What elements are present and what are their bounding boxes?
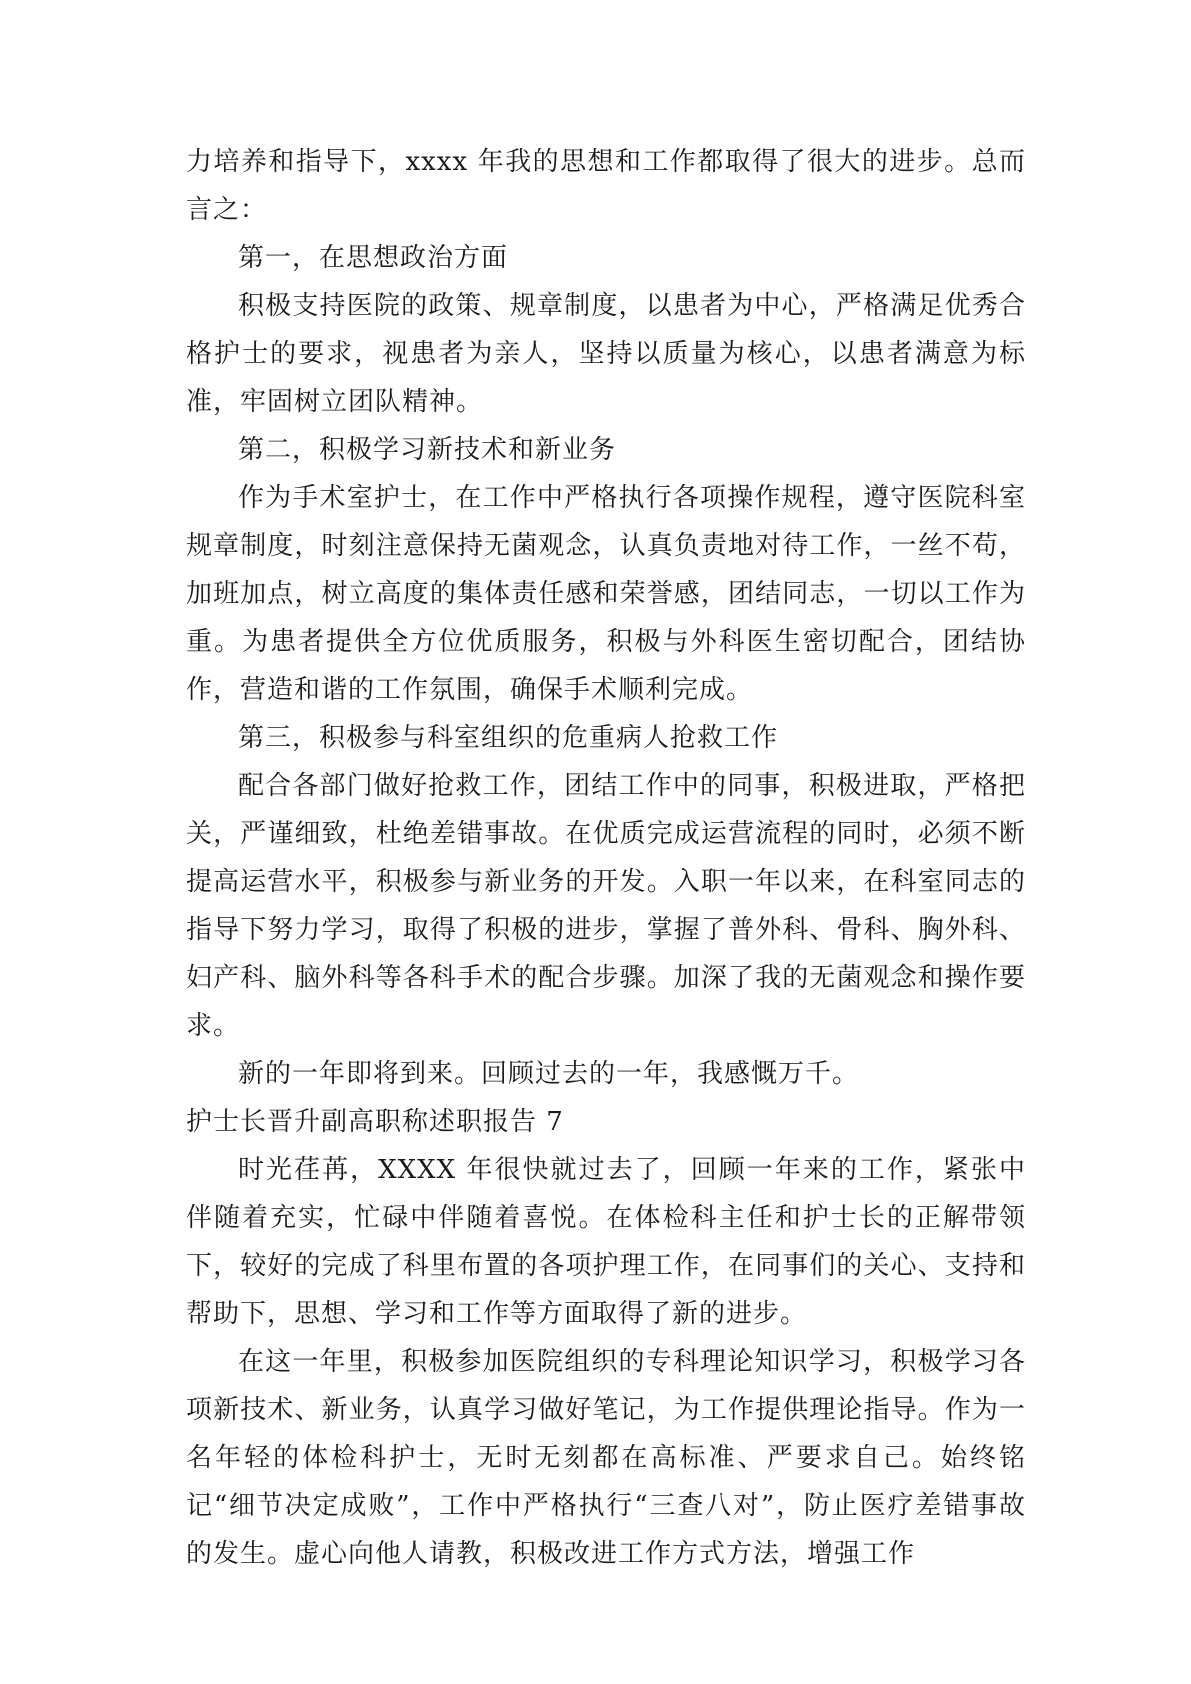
section-heading-learning: 第二，积极学习新技术和新业务 — [238, 435, 617, 465]
paragraph-report-intro: 时光荏苒，XXXX 年很快就过去了，回顾一年来的工作，紧张中伴随着充实，忙碌中伴随着喜悦。在体检科主任和护士长的正解带领下，较好的完成了科里布置的各项护理工作，在同事们的关心、支持和帮助下，思想、学习和工作等方面取得了新的进步。 — [186, 1155, 1026, 1329]
section-heading-rescue: 第三，积极参与科室组织的危重病人抢救工作 — [238, 723, 779, 753]
paragraph-rescue: 配合各部门做好抢救工作，团结工作中的同事，积极进取，严格把关，严谨细致，杜绝差错事故。在优质完成运营流程的同时，必须不断提高运营水平，积极参与新业务的开发。入职一年以来，在科室同志的指导下努力学习，取得了积极的进步，掌握了普外科、骨科、胸外科、妇产科、脑外科等各科手术的配合步骤。加深了我的无菌观念和操作要求。 — [186, 771, 1026, 1041]
paragraph-learning: 作为手术室护士，在工作中严格执行各项操作规程，遵守医院科室规章制度，时刻注意保持无菌观念，认真负责地对待工作，一丝不苟，加班加点，树立高度的集体责任感和荣誉感，团结同志，一切以工作为重。为患者提供全方位优质服务，积极与外科医生密切配合，团结协作，营造和谐的工作氛围，确保手术顺利完成。 — [186, 483, 1026, 705]
paragraph-report-study: 在这一年里，积极参加医院组织的专科理论知识学习，积极学习各项新技术、新业务，认真学习做好笔记，为工作提供理论指导。作为一名年轻的体检科护士，无时无刻都在高标准、严要求自己。始终铭记“细节决定成败”，工作中严格执行“三查八对”，防止医疗差错事故的发生。虚心向他人请教，积极改进工作方式方法，增强工作 — [186, 1347, 1026, 1569]
section-heading-political: 第一，在思想政治方面 — [238, 243, 509, 273]
report-title: 护士长晋升副高职称述职报告 7 — [186, 1107, 564, 1137]
document-body — [186, 138, 1026, 1578]
paragraph-closing: 新的一年即将到来。回顾过去的一年，我感慨万千。 — [238, 1059, 860, 1089]
paragraph-intro: 力培养和指导下，xxxx 年我的思想和工作都取得了很大的进步。总而言之： — [186, 147, 1026, 225]
paragraph-political: 积极支持医院的政策、规章制度，以患者为中心，严格满足优秀合格护士的要求，视患者为亲人，坚持以质量为核心，以患者满意为标准，牢固树立团队精神。 — [186, 291, 1026, 417]
